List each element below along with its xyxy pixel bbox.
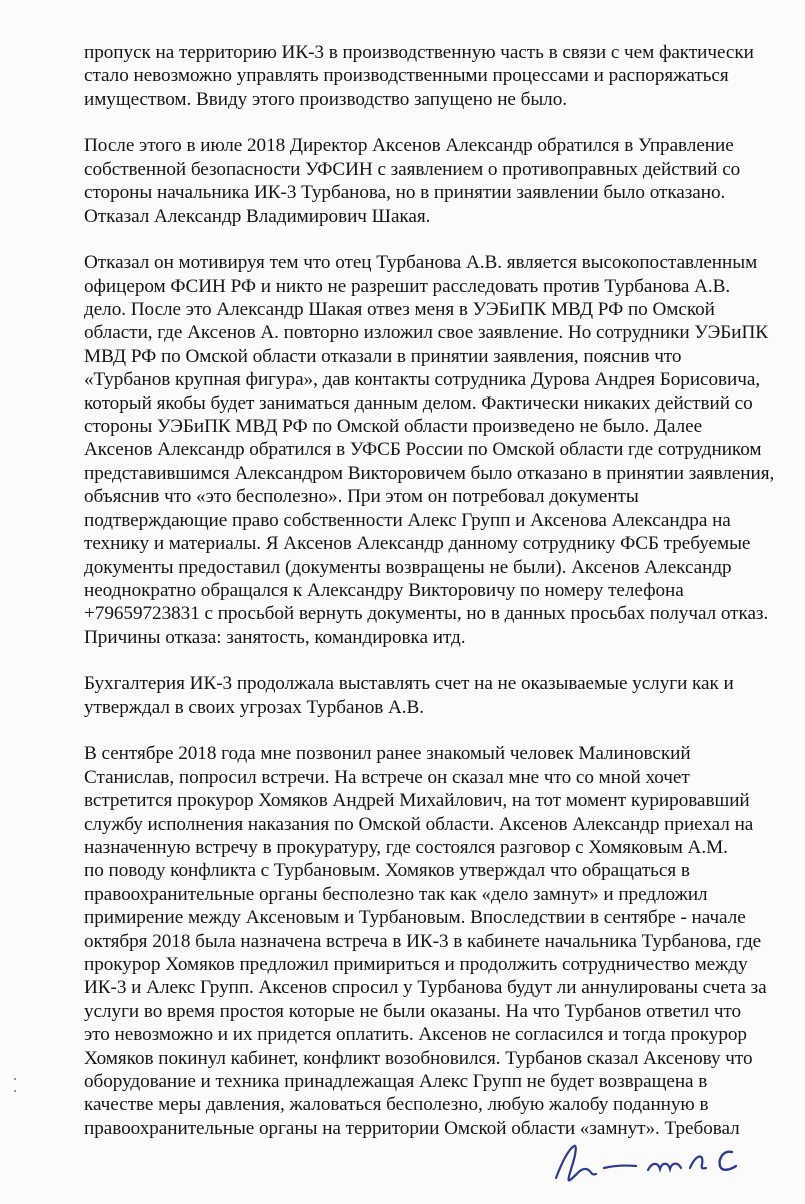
- text-line: неоднократно обращался к Александру Викторовичу по номеру телефона: [84, 579, 684, 601]
- text-line: качестве меры давления, жаловаться бесполезно, любую жалобу поданную в: [84, 1094, 709, 1116]
- text-line: службу исполнения наказания по Омской области. Аксенов Александр приехал на: [84, 813, 754, 835]
- text-line: дело. После это Александр Шакая отвез меня в УЭБиПК МВД РФ по Омской: [84, 299, 715, 321]
- text-line: МВД РФ по Омской области отказали в принятии заявления, пояснив что: [84, 345, 682, 367]
- text-line: оборудование и техника принадлежащая Алекс Групп не будет возвращена в: [84, 1071, 708, 1092]
- text-line: услуги во время простоя которые не были оказаны. На что Турбанов ответил что: [84, 1000, 742, 1022]
- text-line: Бухгалтерия ИК-3 продолжала выставлять счет на не оказываемые услуги как и: [84, 673, 734, 695]
- text-line: стороны начальника ИК-3 Турбанова, но в принятии заявлении было отказано.: [84, 182, 726, 204]
- paragraph-5: [84, 742, 784, 1140]
- text-line: области, где Аксенов А. повторно изложил свое заявление. Но сотрудники УЭБиПК: [84, 322, 768, 344]
- text-line: утверждал в своих угрозах Турбанов А.В.: [84, 696, 425, 718]
- text-line: Хомяков покинул кабинет, конфликт возобновился. Турбанов сказал Аксенову что: [84, 1047, 753, 1069]
- text-line: октября 2018 была назначена встреча в ИК-3 в кабинете начальника Турбанова, где: [84, 930, 762, 952]
- signature-stroke: [556, 1146, 596, 1181]
- signature-stroke: [720, 1152, 736, 1170]
- signature-stroke: [648, 1164, 681, 1170]
- text-line: который якобы будет заниматься данным делом. Фактически никаких действий со: [84, 392, 753, 414]
- text-line: прокурор Хомяков предложил примириться и продолжить сотрудничество между: [84, 953, 748, 975]
- text-line: Отказал он мотивируя тем что отец Турбанова А.В. является высокопоставленным: [84, 252, 758, 274]
- handwritten-signature: [550, 1138, 750, 1188]
- text-line: примирение между Аксеновым и Турбановым. Впоследствии в сентябре - начале: [84, 907, 746, 929]
- signature-stroke: [604, 1166, 636, 1168]
- text-line: технику и материалы. Я Аксенов Александр данному сотруднику ФСБ требуемые: [84, 533, 751, 555]
- text-line: правоохранительные органы бесполезно так как «дело замнут» и предложил: [84, 883, 708, 905]
- text-line: стороны УЭБиПК МВД РФ по Омской области произведено не было. Далее: [84, 416, 703, 438]
- paragraph-1: [84, 41, 784, 111]
- text-line: документы предоставил (документы возвращены не были). Аксенов Александр: [84, 556, 732, 578]
- text-line: «Турбанов крупная фигура», дав контакты сотрудника Дурова Андрея Борисовича,: [84, 369, 761, 391]
- text-line: представившимся Александром Викторовичем было отказано в принятии заявления,: [84, 462, 775, 484]
- text-line: имуществом. Ввиду этого производство запущено не было.: [84, 88, 568, 110]
- text-line: правоохранительные органы на территории Омской области «замнут». Требовал: [84, 1117, 740, 1139]
- text-line: Станислав, попросил встречи. На встрече он сказал мне что со мной хочет: [84, 766, 690, 788]
- text-line: Отказал Александр Владимирович Шакая.: [84, 205, 431, 227]
- text-line: Причины отказа: занятость, командировка итд.: [84, 626, 466, 648]
- paragraph-3: [84, 251, 784, 649]
- text-line: После этого в июле 2018 Директор Аксенов Александр обратился в Управление: [84, 135, 734, 157]
- text-line: собственной безопасности УФСИН с заявлением о противоправных действий со: [84, 158, 741, 180]
- text-line: назначенную встречу в прокуратуру, где состоялся разговор с Хомяковым А.М.: [84, 836, 728, 858]
- text-line: встретится прокурор Хомяков Андрей Михайлович, на тот момент курировавший: [84, 790, 750, 812]
- document-body: [84, 41, 784, 1163]
- text-line: пропуск на территорию ИК-3 в производственную часть в связи с чем фактически: [84, 42, 754, 63]
- text-line: подтверждающие право собственности Алекс Групп и Аксенова Александра на: [84, 509, 731, 531]
- paragraph-4: [84, 672, 784, 719]
- text-line: Аксенов Александр обратился в УФСБ России по Омской области где сотрудником: [84, 439, 762, 461]
- text-line: объяснив что «это бесполезно». При этом он потребовал документы: [84, 486, 639, 508]
- text-line: по поводу конфликта с Турбановым. Хомяков утверждал что обращаться в: [84, 860, 690, 882]
- text-line: +79659723831 с просьбой вернуть документы, но в данных просьбах получал отказ.: [84, 603, 769, 625]
- margin-dot: [14, 1078, 16, 1080]
- text-line: ИК-3 и Алекс Групп. Аксенов спросил у Турбанова будут ли аннулированы счета за: [84, 977, 767, 999]
- margin-dot: [14, 1090, 16, 1092]
- text-line: офицером ФСИН РФ и никто не разрешит расследовать против Турбанова А.В.: [84, 275, 731, 297]
- text-line: стало невозможно управлять производственными процессами и распоряжаться: [84, 65, 729, 87]
- signature-stroke: [690, 1156, 706, 1168]
- text-line: В сентябре 2018 года мне позвонил ранее знакомый человек Малиновский: [84, 743, 691, 765]
- text-line: это невозможно и их придется оплатить. Аксенов не согласился и тогда прокурор: [84, 1024, 747, 1046]
- paragraph-2: [84, 134, 784, 228]
